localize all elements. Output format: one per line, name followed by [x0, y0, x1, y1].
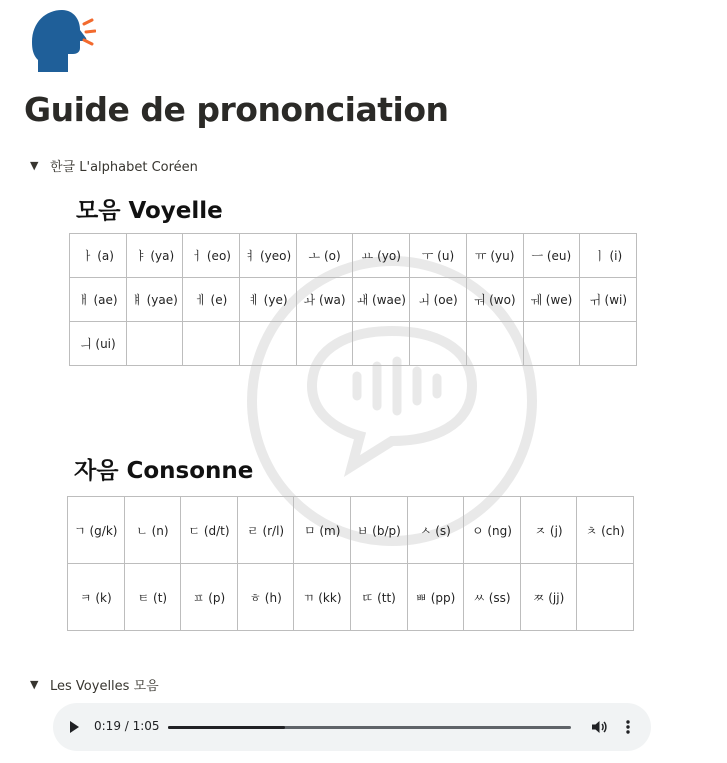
speaking-head-icon	[24, 8, 96, 76]
table-cell: ㅢ (ui)	[70, 322, 127, 366]
table-cell	[523, 322, 580, 366]
table-cell	[296, 322, 353, 366]
progress-fill	[168, 726, 285, 729]
table-cell: ㅆ (ss)	[464, 564, 521, 631]
table-row	[70, 234, 637, 278]
table-cell: ㅚ (oe)	[410, 278, 467, 322]
progress-slider[interactable]	[168, 726, 571, 729]
table-cell: ㄴ (n)	[124, 497, 181, 564]
table-cell: ㅍ (p)	[181, 564, 238, 631]
table-cell: ㅇ (ng)	[464, 497, 521, 564]
table-row	[68, 564, 634, 631]
toggle-triangle-icon[interactable]: ▼	[30, 159, 39, 172]
table-cell: ㅏ (a)	[70, 234, 127, 278]
vowel-heading: 모음 Voyelle	[76, 198, 223, 224]
table-row	[68, 497, 634, 564]
toggle-alphabet[interactable]	[30, 156, 198, 175]
table-cell: ㅔ (e)	[183, 278, 240, 322]
table-cell: ㅁ (m)	[294, 497, 351, 564]
table-cell: ㅗ (o)	[296, 234, 353, 278]
table-cell	[410, 322, 467, 366]
vowel-table	[69, 233, 637, 366]
table-cell: ㅉ (jj)	[520, 564, 577, 631]
table-cell: ㅞ (we)	[523, 278, 580, 322]
table-cell: ㅜ (u)	[410, 234, 467, 278]
table-cell: ㅈ (j)	[520, 497, 577, 564]
table-cell: ㅅ (s)	[407, 497, 464, 564]
table-cell: ㅐ (ae)	[70, 278, 127, 322]
table-cell: ㅋ (k)	[68, 564, 125, 631]
table-cell: ㄸ (tt)	[350, 564, 407, 631]
consonant-table	[67, 496, 634, 631]
toggle-triangle-icon[interactable]: ▼	[30, 678, 39, 691]
table-cell: ㅡ (eu)	[523, 234, 580, 278]
table-cell: ㅂ (b/p)	[350, 497, 407, 564]
table-cell: ㅙ (wae)	[353, 278, 410, 322]
table-cell	[126, 322, 183, 366]
toggle-label: 한글 L'alphabet Coréen	[50, 160, 198, 175]
audio-player[interactable]	[53, 703, 651, 751]
table-cell: ㅣ (i)	[580, 234, 637, 278]
table-cell	[353, 322, 410, 366]
table-cell: ㅓ (eo)	[183, 234, 240, 278]
table-cell: ㅒ (yae)	[126, 278, 183, 322]
play-icon[interactable]	[70, 721, 79, 733]
table-cell: ㅠ (yu)	[466, 234, 523, 278]
table-cell	[240, 322, 297, 366]
table-cell: ㅊ (ch)	[577, 497, 634, 564]
table-row	[70, 278, 637, 322]
table-cell	[466, 322, 523, 366]
table-cell: ㅟ (wi)	[580, 278, 637, 322]
table-row	[70, 322, 637, 366]
page-title: Guide de prononciation	[24, 90, 449, 129]
table-cell: ㅖ (ye)	[240, 278, 297, 322]
more-vert-icon[interactable]	[625, 719, 631, 735]
table-cell: ㅎ (h)	[237, 564, 294, 631]
table-cell: ㅛ (yo)	[353, 234, 410, 278]
table-cell: ㄲ (kk)	[294, 564, 351, 631]
consonant-heading: 자음 Consonne	[74, 458, 254, 484]
table-cell	[577, 564, 634, 631]
table-cell: ㄱ (g/k)	[68, 497, 125, 564]
table-cell: ㅘ (wa)	[296, 278, 353, 322]
table-cell	[580, 322, 637, 366]
table-cell	[183, 322, 240, 366]
table-cell: ㅑ (ya)	[126, 234, 183, 278]
table-cell: ㅕ (yeo)	[240, 234, 297, 278]
volume-icon[interactable]	[591, 719, 607, 735]
alphabet-image	[62, 186, 652, 642]
table-cell: ㄷ (d/t)	[181, 497, 238, 564]
table-cell: ㅝ (wo)	[466, 278, 523, 322]
toggle-vowels-audio[interactable]	[30, 675, 159, 694]
table-cell: ㅌ (t)	[124, 564, 181, 631]
time-display: 0:19 / 1:05	[94, 719, 160, 733]
table-cell: ㄹ (r/l)	[237, 497, 294, 564]
table-cell: ㅃ (pp)	[407, 564, 464, 631]
toggle-label: Les Voyelles 모음	[50, 679, 159, 694]
